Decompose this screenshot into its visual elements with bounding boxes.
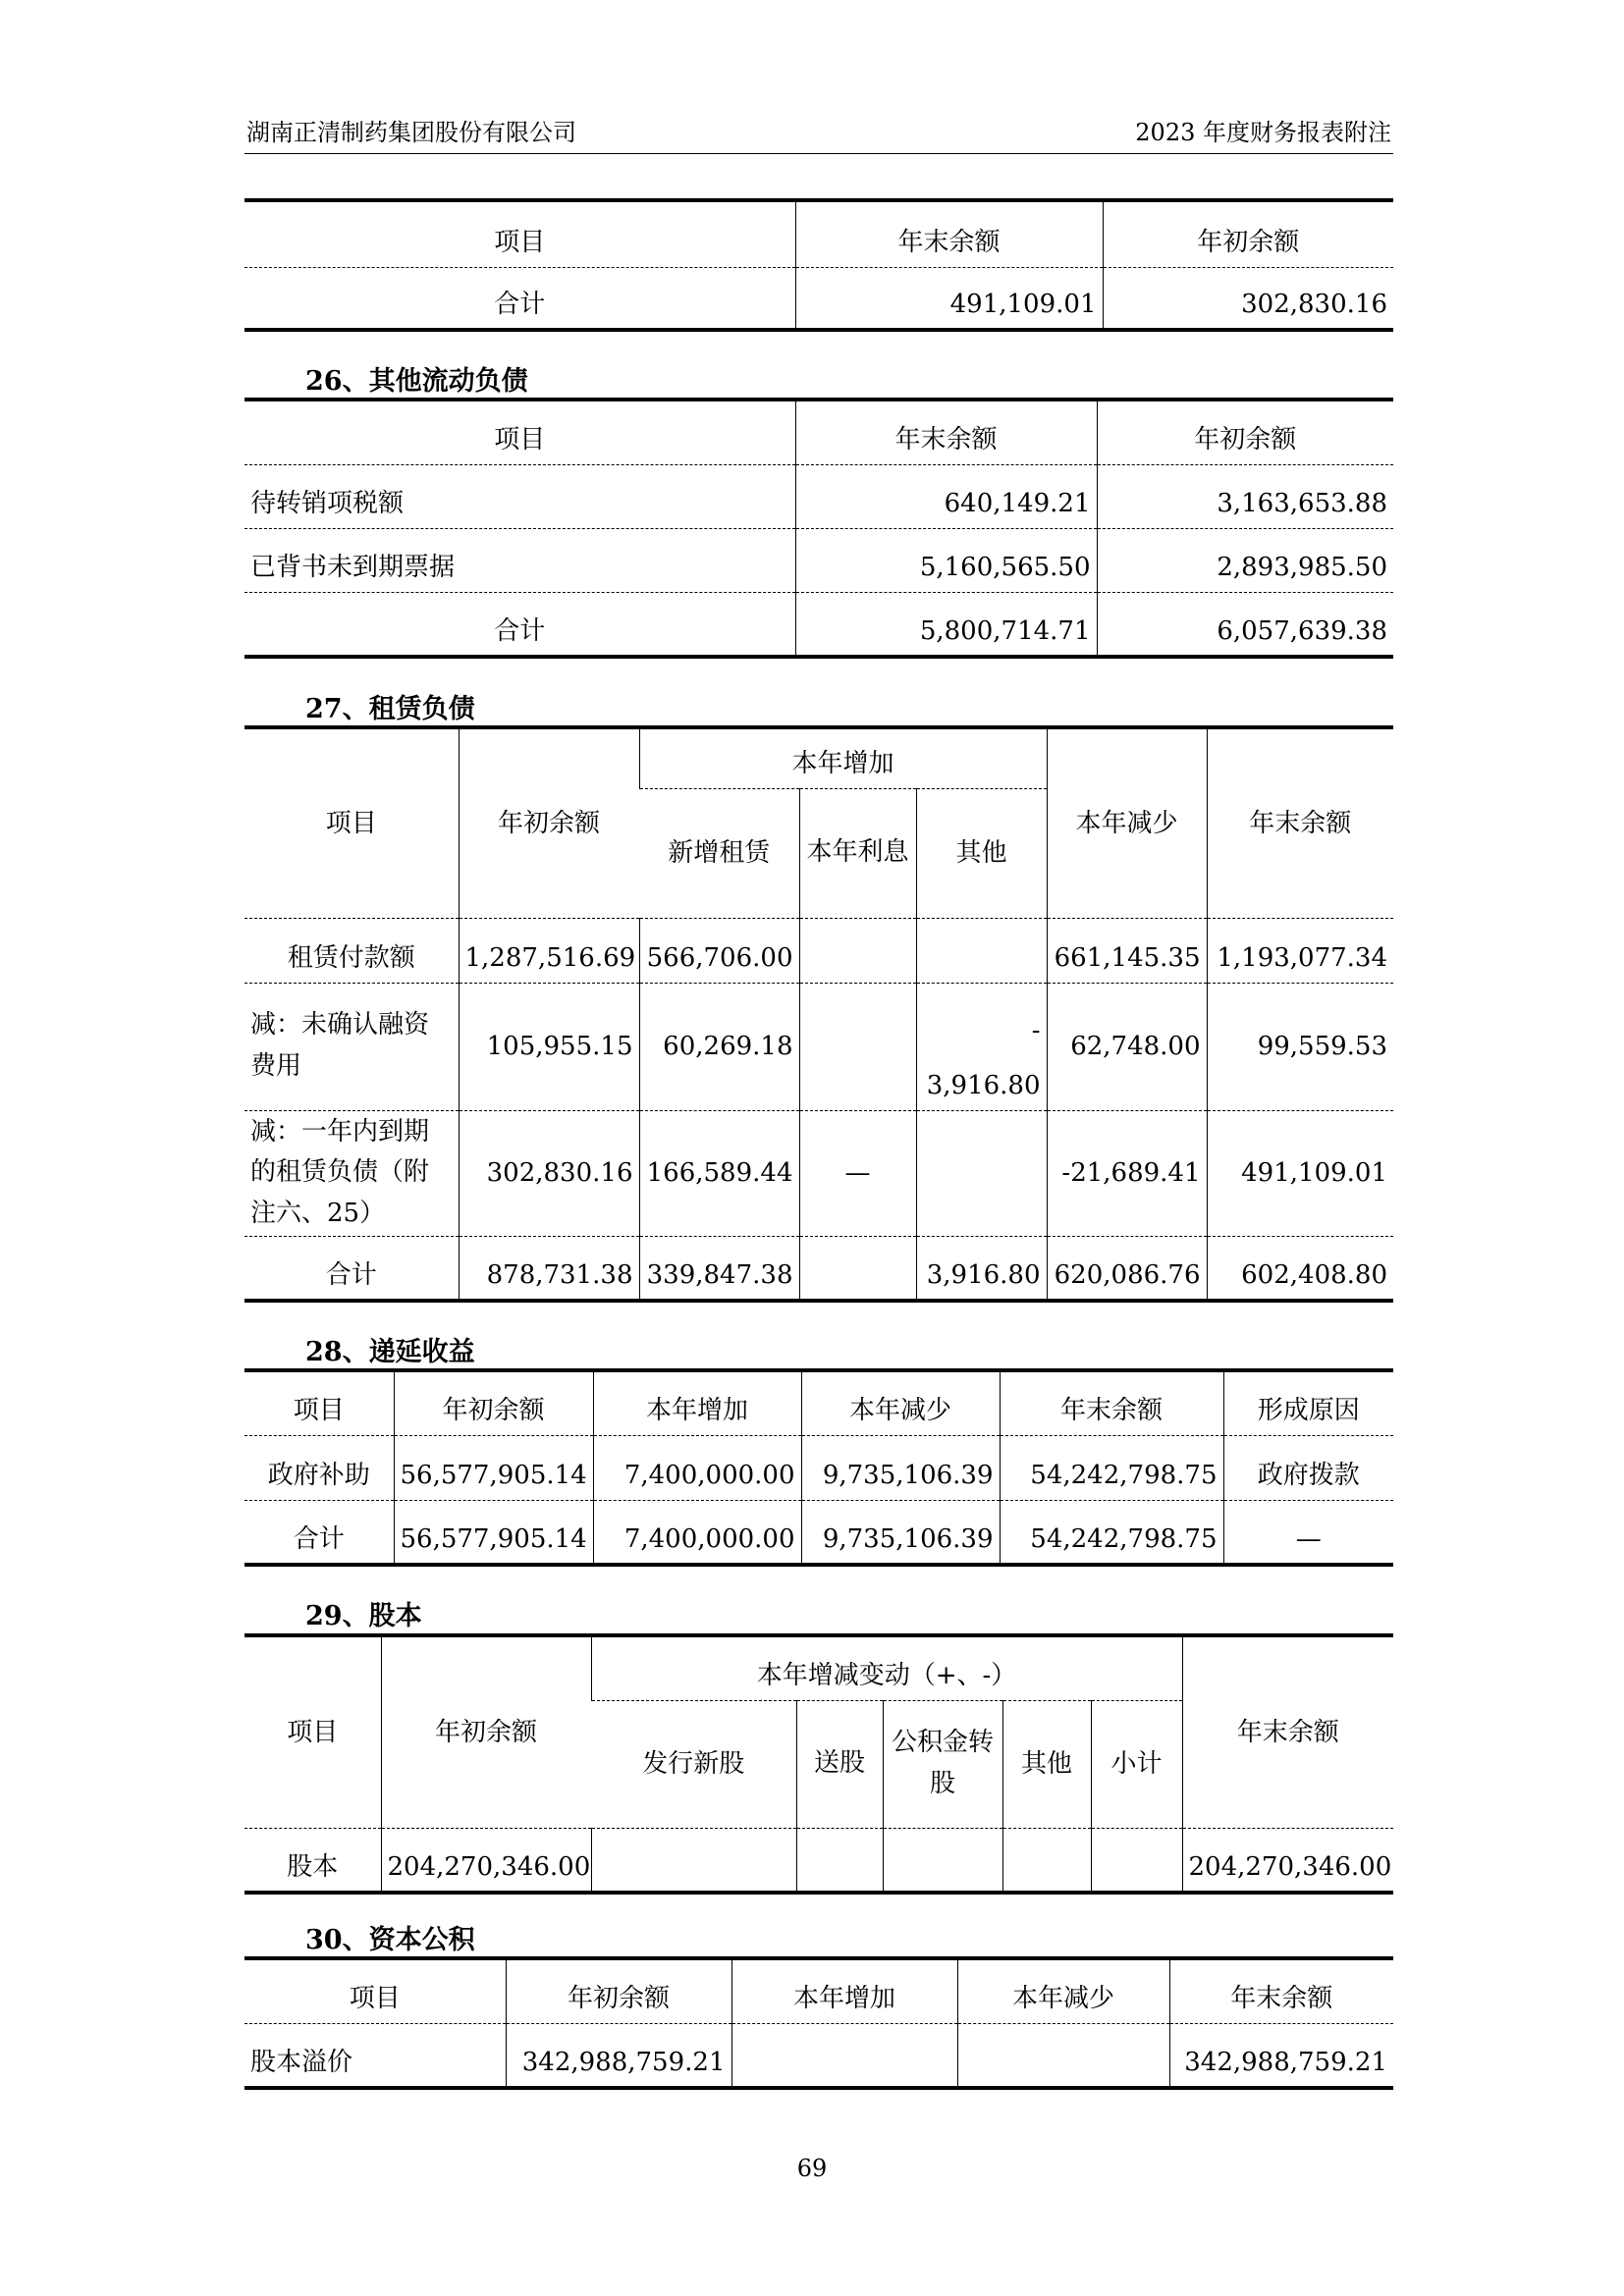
table-row xyxy=(244,464,1393,528)
cell: 302,830.16 xyxy=(459,1110,639,1236)
cell: 491,109.01 xyxy=(1207,1110,1393,1236)
col-header: 年初余额 xyxy=(1103,200,1393,267)
section-title: 28、递延收益 xyxy=(305,1337,475,1367)
col-header: 年初余额 xyxy=(381,1635,591,1828)
total-value: 620,086.76 xyxy=(1047,1236,1207,1301)
report-title: 2023 年度财务报表附注 xyxy=(1135,119,1391,146)
col-header: 其他 xyxy=(1002,1700,1091,1828)
total-value xyxy=(799,1236,916,1301)
section-title: 27、租赁负债 xyxy=(305,694,475,724)
col-header: 年末余额 xyxy=(1169,1958,1393,2023)
total-value: 6,057,639.38 xyxy=(1097,592,1393,657)
total-label: 合计 xyxy=(494,289,546,319)
total-value: 9,735,106.39 xyxy=(801,1500,1000,1565)
col-header: 新增租赁 xyxy=(639,788,799,918)
section-title: 30、资本公积 xyxy=(305,1925,475,1955)
table-row xyxy=(244,918,1393,983)
cell xyxy=(916,983,1047,1110)
col-header: 公积金转股 xyxy=(883,1700,1002,1828)
cell xyxy=(1091,1828,1182,1893)
page-header xyxy=(244,114,1393,154)
cell: 9,735,106.39 xyxy=(801,1435,1000,1500)
total-value: 5,800,714.71 xyxy=(795,592,1097,657)
cell: 1,287,516.69 xyxy=(459,918,639,983)
cell: 62,748.00 xyxy=(1047,983,1207,1110)
cell: 661,145.35 xyxy=(1047,918,1207,983)
cell xyxy=(799,983,916,1110)
col-header: 送股 xyxy=(796,1700,883,1828)
cell: 166,589.44 xyxy=(639,1110,799,1236)
col-header: 年初余额 xyxy=(459,727,639,918)
cell: 566,706.00 xyxy=(639,918,799,983)
table-25-continued xyxy=(244,198,1393,332)
total-label: 合计 xyxy=(325,1259,377,1290)
table-row xyxy=(244,1110,1393,1236)
total-value: 3,916.80 xyxy=(916,1236,1047,1301)
col-header: 项目 xyxy=(244,727,459,918)
cell: 342,988,759.21 xyxy=(506,2023,731,2088)
col-header: 年初余额 xyxy=(394,1370,593,1435)
group-header: 本年增加 xyxy=(639,727,1047,788)
col-header: 项目 xyxy=(244,1635,381,1828)
total-value: 7,400,000.00 xyxy=(593,1500,801,1565)
cell xyxy=(731,2023,957,2088)
section-title: 29、股本 xyxy=(305,1601,422,1631)
row-label: 股本 xyxy=(287,1851,339,1882)
cell: -21,689.41 xyxy=(1047,1110,1207,1236)
total-value: 339,847.38 xyxy=(639,1236,799,1301)
col-header: 年末余额 xyxy=(1182,1635,1393,1828)
total-label: 合计 xyxy=(293,1523,345,1554)
row-label: 减：一年内到期的租赁负债（附注六、25） xyxy=(244,1110,459,1236)
sign: - xyxy=(1031,1015,1041,1045)
row-label: 减：未确认融资费用 xyxy=(244,983,459,1110)
col-header: 项目 xyxy=(244,200,795,267)
cell xyxy=(1002,1828,1091,1893)
cell: 204,270,346.00 xyxy=(1182,1828,1393,1893)
table-27 xyxy=(244,725,1393,1303)
row-label: 租赁付款额 xyxy=(244,918,459,983)
cell: 60,269.18 xyxy=(639,983,799,1110)
table-row xyxy=(244,983,1393,1110)
total-value: 302,830.16 xyxy=(1103,267,1393,330)
table-26 xyxy=(244,398,1393,659)
col-header: 本年减少 xyxy=(801,1370,1000,1435)
col-header: 本年增加 xyxy=(593,1370,801,1435)
table-row xyxy=(244,2023,1393,2088)
col-header: 发行新股 xyxy=(591,1700,796,1828)
cell xyxy=(883,1828,1002,1893)
col-header: 年初余额 xyxy=(506,1958,731,2023)
cell: 105,955.15 xyxy=(459,983,639,1110)
total-value: 56,577,905.14 xyxy=(394,1500,593,1565)
cell-value: 3,916.80 xyxy=(926,1071,1041,1101)
total-label: 合计 xyxy=(494,615,546,646)
cell xyxy=(796,1828,883,1893)
cell: 99,559.53 xyxy=(1207,983,1393,1110)
table-row xyxy=(244,1435,1393,1500)
row-label: 待转销项税额 xyxy=(244,464,795,528)
col-header: 项目 xyxy=(244,1958,506,2023)
table-row xyxy=(244,1828,1393,1893)
col-header: 本年减少 xyxy=(1047,727,1207,918)
cell: 5,160,565.50 xyxy=(795,528,1097,592)
company-name: 湖南正清制药集团股份有限公司 xyxy=(246,119,576,146)
cell xyxy=(799,918,916,983)
total-value: — xyxy=(1223,1500,1393,1565)
col-header: 形成原因 xyxy=(1223,1370,1393,1435)
cell: 7,400,000.00 xyxy=(593,1435,801,1500)
col-header: 年末余额 xyxy=(795,400,1097,464)
col-header: 本年利息 xyxy=(799,788,916,918)
row-label: 政府补助 xyxy=(244,1435,394,1500)
cell: 1,193,077.34 xyxy=(1207,918,1393,983)
col-header: 年初余额 xyxy=(1097,400,1393,464)
col-header: 本年增加 xyxy=(731,1958,957,2023)
cell xyxy=(916,1110,1047,1236)
total-value: 54,242,798.75 xyxy=(1000,1500,1223,1565)
cell: 204,270,346.00 xyxy=(381,1828,591,1893)
cell: — xyxy=(799,1110,916,1236)
col-header: 其他 xyxy=(916,788,1047,918)
cell: 640,149.21 xyxy=(795,464,1097,528)
section-title: 26、其他流动负债 xyxy=(305,366,528,397)
col-header: 年末余额 xyxy=(1000,1370,1223,1435)
page-number: 69 xyxy=(796,2155,828,2182)
col-header: 年末余额 xyxy=(795,200,1103,267)
table-28 xyxy=(244,1368,1393,1567)
cell xyxy=(916,918,1047,983)
cell: 政府拨款 xyxy=(1223,1435,1393,1500)
table-30 xyxy=(244,1956,1393,2090)
table-row xyxy=(244,528,1393,592)
col-header: 本年减少 xyxy=(957,1958,1169,2023)
cell: 2,893,985.50 xyxy=(1097,528,1393,592)
total-value: 491,109.01 xyxy=(795,267,1103,330)
row-label: 股本溢价 xyxy=(250,2047,353,2077)
col-header: 项目 xyxy=(244,400,795,464)
table-row xyxy=(244,1500,1393,1565)
cell: 342,988,759.21 xyxy=(1169,2023,1393,2088)
col-header: 年末余额 xyxy=(1207,727,1393,918)
cell: 3,163,653.88 xyxy=(1097,464,1393,528)
cell xyxy=(957,2023,1169,2088)
table-29 xyxy=(244,1633,1393,1895)
row-label: 已背书未到期票据 xyxy=(244,528,795,592)
total-value: 878,731.38 xyxy=(459,1236,639,1301)
cell: 56,577,905.14 xyxy=(394,1435,593,1500)
cell xyxy=(591,1828,796,1893)
cell: 54,242,798.75 xyxy=(1000,1435,1223,1500)
group-header: 本年增减变动（+、-） xyxy=(591,1635,1182,1700)
col-header: 项目 xyxy=(244,1370,394,1435)
col-header: 小计 xyxy=(1091,1700,1182,1828)
total-value: 602,408.80 xyxy=(1207,1236,1393,1301)
